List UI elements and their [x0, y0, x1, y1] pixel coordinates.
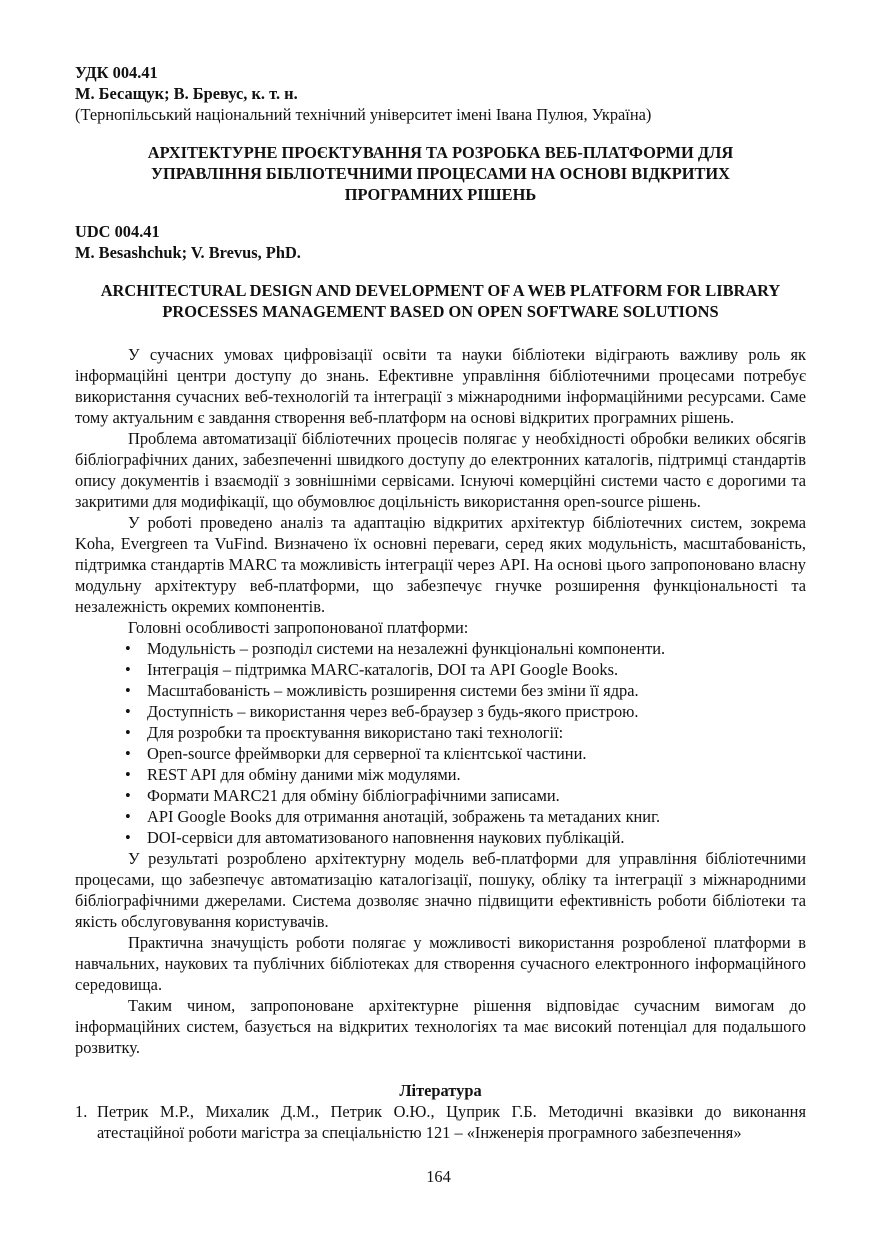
authors-uk: М. Бесащук; В. Бревус, к. т. н.	[75, 84, 298, 103]
reference-number: 1.	[75, 1102, 88, 1121]
title-uk: АРХІТЕКТУРНЕ ПРОЄКТУВАННЯ ТА РОЗРОБКА ВЕБ-ПЛАТФОРМИ ДЛЯ УПРАВЛІННЯ БІБЛІОТЕЧНИМИ ПРОЦЕСАМИ НА ОСНОВІ ВІДКРИТИХ ПРОГРАМНИХ РІШЕНЬ	[147, 143, 734, 204]
list-item	[75, 722, 806, 743]
reference-item	[75, 1101, 806, 1143]
list-item-text: Доступність – використання через веб-браузер з будь-якого пристрою.	[147, 702, 639, 721]
page-number: 164	[426, 1167, 451, 1186]
list-item	[75, 680, 806, 701]
references-heading: Література	[399, 1081, 482, 1100]
bullet-icon: •	[125, 681, 131, 700]
list-item	[75, 764, 806, 785]
list-item	[75, 659, 806, 680]
list-item	[75, 806, 806, 827]
bullet-icon: •	[125, 807, 131, 826]
paper-page	[75, 62, 806, 1143]
authors-en: M. Besashchuk; V. Brevus, PhD.	[75, 243, 301, 262]
list-item	[75, 785, 806, 806]
list-item-text: API Google Books для отримання анотацій, зображень та метаданих книг.	[147, 807, 661, 826]
list-item	[75, 743, 806, 764]
list-item-text: Формати MARC21 для обміну бібліографічними записами.	[147, 786, 560, 805]
bullet-icon: •	[125, 786, 131, 805]
udc-code-uk: УДК 004.41	[75, 63, 158, 82]
list-item-text: Open-source фреймворки для серверної та клієнтської частини.	[147, 744, 587, 763]
bullet-icon: •	[125, 660, 131, 679]
list-item	[75, 638, 806, 659]
body-paragraph: У роботі проведено аналіз та адаптацію відкритих архітектур бібліотечних систем, зокрема Koha, Evergreen та VuFind. Визначено їх основні переваги, серед яких модульність, масштабованість, підтримка стандартів MARC та можливість інтеграції через API. На основі цього запропоновано власну модульну архітектуру веб-платформи, що забезпечує гнучке розширення функціональності та незалежність окремих компонентів.	[75, 513, 806, 616]
list-item-text: Для розробки та проєктування використано такі технології:	[147, 723, 564, 742]
features-lead: Головні особливості запропонованої платформи:	[128, 618, 469, 637]
affiliation: (Тернопільський національний технічний університет імені Івана Пулюя, Україна)	[75, 105, 652, 124]
title-en: ARCHITECTURAL DESIGN AND DEVELOPMENT OF A WEB PLATFORM FOR LIBRARY PROCESSES MANAGEMENT BASED ON OPEN SOFTWARE SOLUTIONS	[100, 281, 781, 321]
references-list	[75, 1101, 806, 1143]
bullet-icon: •	[125, 723, 131, 742]
reference-text: Петрик М.Р., Михалик Д.М., Петрик О.Ю., Цуприк Г.Б. Методичні вказівки до виконання атестаційної роботи магістра за спеціальністю 121 – «Інженерія програмного забезпечення»	[97, 1102, 806, 1142]
body-paragraph: Практична значущість роботи полягає у можливості використання розробленої платформи в навчальних, наукових та публічних бібліотеках для створення сучасного електронного інформаційного середовища.	[75, 933, 806, 994]
bullet-icon: •	[125, 639, 131, 658]
body-paragraph: Таким чином, запропоноване архітектурне рішення відповідає сучасним вимогам до інформаційних систем, базується на відкритих технологіях та має високий потенціал для подальшого розвитку.	[75, 996, 806, 1057]
body-paragraph: У сучасних умовах цифровізації освіти та науки бібліотеки відіграють важливу роль як інформаційні центри доступу до знань. Ефективне управління бібліотечними процесами потребує використання сучасних веб-технологій та інтеграції з міжнародними інформаційними ресурсами. Саме тому актуальним є завдання створення веб-платформ на основі відкритих програмних рішень.	[75, 345, 806, 427]
list-item-text: Інтеграція – підтримка MARC-каталогів, DOI та API Google Books.	[147, 660, 619, 679]
list-item	[75, 827, 806, 848]
bullet-icon: •	[125, 765, 131, 784]
bullet-icon: •	[125, 702, 131, 721]
list-item-text: Модульність – розподіл системи на незалежні функціональні компоненти.	[147, 639, 666, 658]
list-item-text: Масштабованість – можливість розширення системи без зміни її ядра.	[147, 681, 639, 700]
list-item-text: REST API для обміну даними між модулями.	[147, 765, 461, 784]
bullet-icon: •	[125, 828, 131, 847]
body-paragraph: Проблема автоматизації бібліотечних процесів полягає у необхідності обробки великих обсягів бібліографічних даних, забезпеченні швидкого доступу до електронних каталогів, підтримці стандартів опису документів і взаємодії з зовнішніми сервісами. Існуючі комерційні системи часто є дорогими та закритими для модифікації, що обумовлює доцільність використання open-source рішень.	[75, 429, 806, 511]
body-paragraph: У результаті розроблено архітектурну модель веб-платформи для управління бібліотечними процесами, що забезпечує автоматизацію каталогізації, пошуку, обліку та інтеграції з міжнародними бібліографічними джерелами. Система дозволяє значно підвищити ефективність роботи бібліотеки та якість обслуговування користувачів.	[75, 849, 806, 931]
list-item	[75, 701, 806, 722]
bullet-icon: •	[125, 744, 131, 763]
features-list	[75, 638, 806, 848]
udc-code-en: UDC 004.41	[75, 222, 160, 241]
list-item-text: DOI-сервіси для автоматизованого наповнення наукових публікацій.	[147, 828, 625, 847]
